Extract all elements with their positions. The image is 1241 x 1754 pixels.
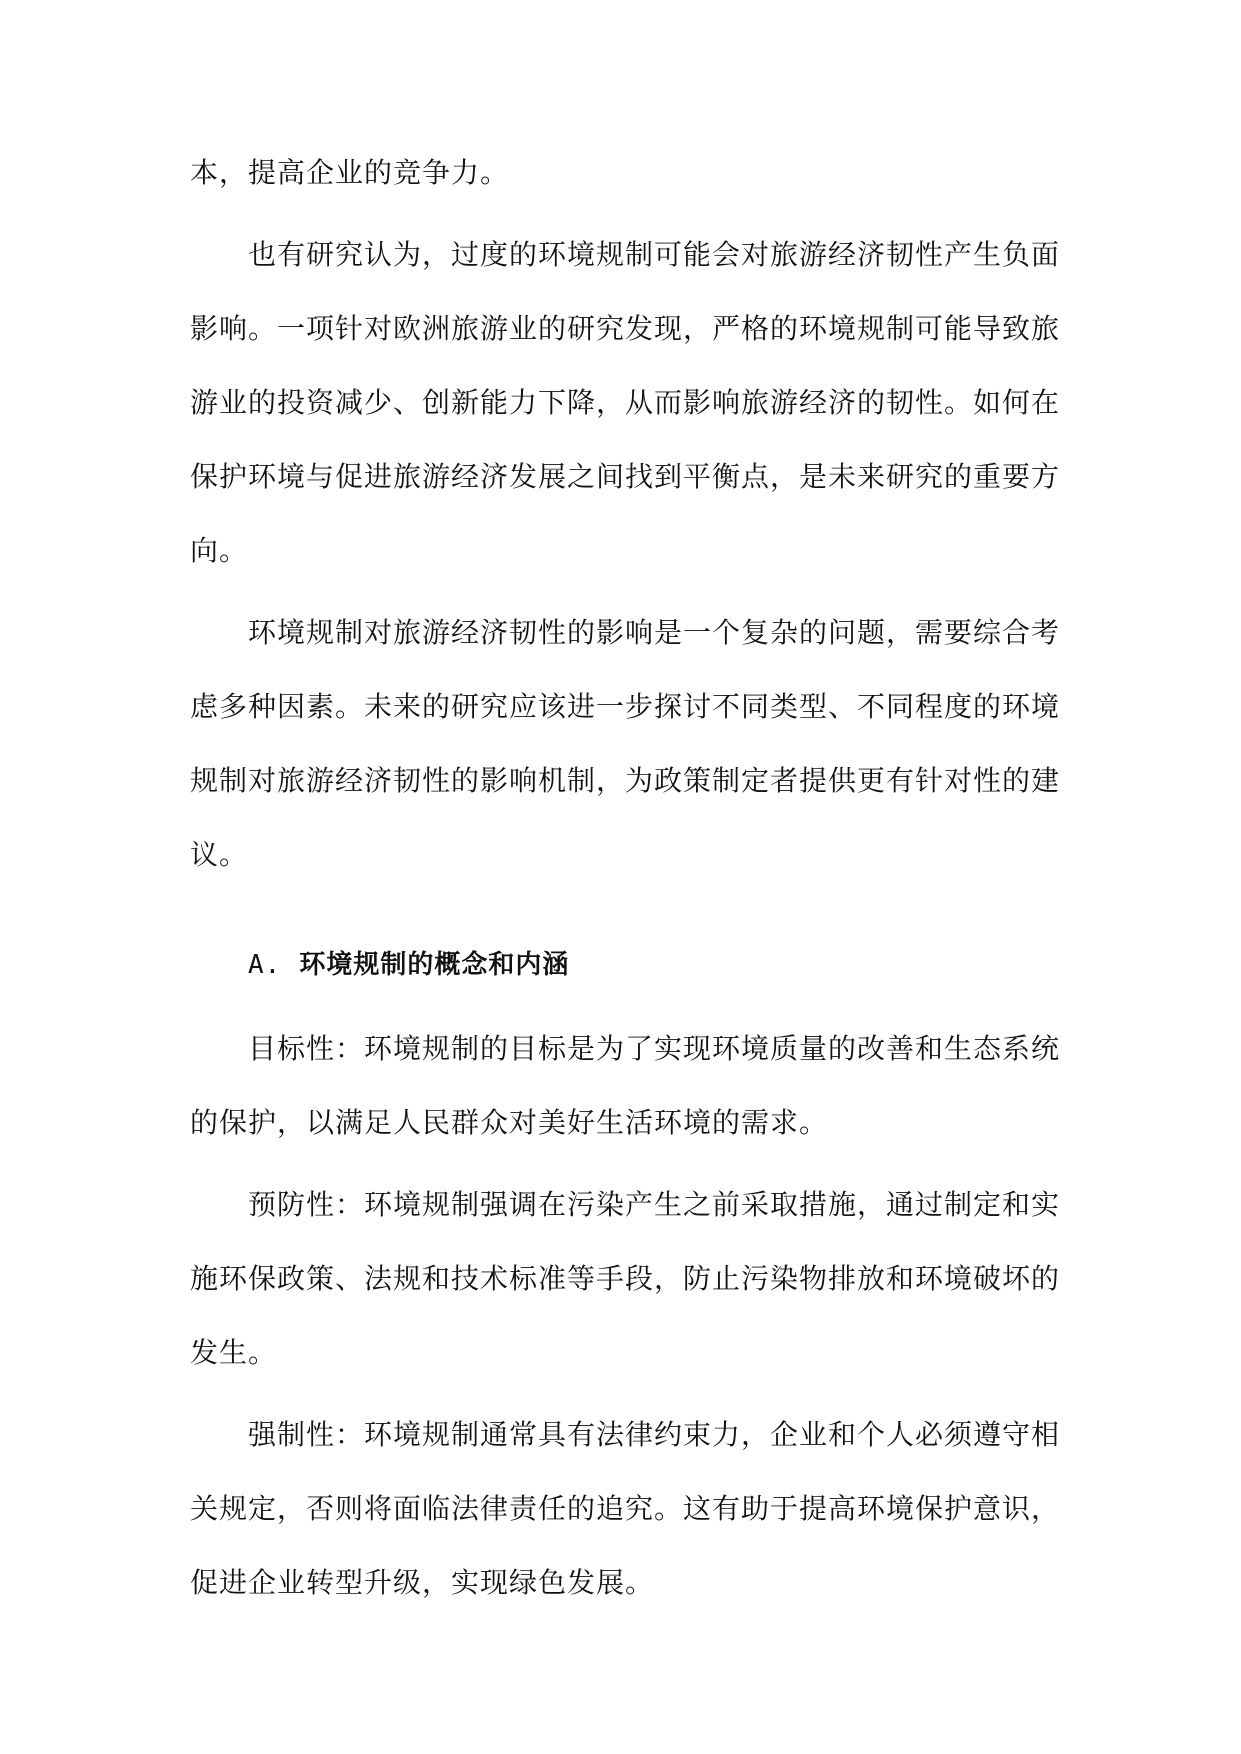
paragraph-negative-impact: 也有研究认为，过度的环境规制可能会对旅游经济韧性产生负面影响。一项针对欧洲旅游业的研究发现，严格的环境规制可能导致旅游业的投资减少、创新能力下降，从而影响旅游经济的韧性。如何在保护环境与促进旅游经济发展之间找到平衡点，是未来研究的重要方向。: [190, 238, 1061, 567]
paragraph-continuation: 本，提高企业的竞争力。: [190, 156, 510, 189]
paragraph-prevention: 预防性：环境规制强调在污染产生之前采取措施，通过制定和实施环保政策、法规和技术标准等手段，防止污染物排放和环境破坏的发生。: [190, 1188, 1061, 1369]
document-page: [190, 136, 1060, 1628]
paragraph-complex-issue: 环境规制对旅游经济韧性的影响是一个复杂的问题，需要综合考虑多种因素。未来的研究应该进一步探讨不同类型、不同程度的环境规制对旅游经济韧性的影响机制，为政策制定者提供更有针对性的建议。: [190, 616, 1061, 871]
section-heading: [248, 928, 1060, 1002]
section-label: A.: [248, 950, 282, 980]
section-title: 环境规制的概念和内涵: [299, 950, 570, 980]
paragraph-goal: 目标性：环境规制的目标是为了实现环境质量的改善和生态系统的保护，以满足人民群众对美好生活环境的需求。: [190, 1032, 1061, 1139]
paragraph-mandatory: 强制性：环境规制通常具有法律约束力，企业和个人必须遵守相关规定，否则将面临法律责任的追究。这有助于提高环境保护意识，促进企业转型升级，实现绿色发展。: [190, 1418, 1061, 1599]
